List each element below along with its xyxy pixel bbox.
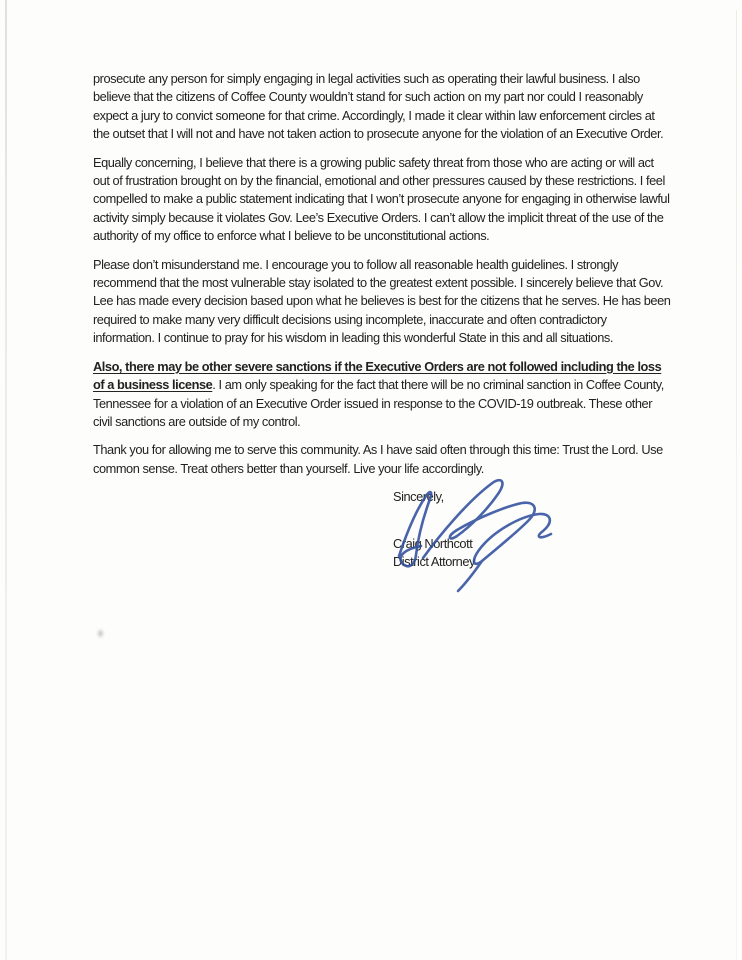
paragraph-health-guidelines: Please don’t misunderstand me. I encourage you to follow all reasonable health guidelines. I strongly recommend that the most vulnerable stay isolated to the greatest extent possible. I sincerely believe that Gov. Lee has made every decision based upon what he believes is best for the citizens that he serves. He has been required to make many very difficult decisions using incomplete, inaccurate and often contradictory information. I continue to pray for his wisdom in leading this wonderful State in this and all situations.: [93, 256, 671, 346]
letter-body: [93, 70, 671, 571]
bold-underlined-warning: Also, there may be other severe sanctions if the Executive Orders are not followed including the loss of a business license: [93, 358, 662, 393]
closing-block: [393, 488, 671, 571]
scan-smudge-artifact: [96, 628, 105, 639]
paragraph-other-sanctions: [93, 358, 671, 432]
scan-edge-right: [736, 10, 738, 960]
paragraph-public-safety-threat: Equally concerning, I believe that there is a growing public safety threat from those who are acting or will act out of frustration brought on by the financial, emotional and other pressures caused by these restrictions. I feel compelled to make a public statement indicating that I won’t prosecute anyone for engaging in otherwise lawful activity simply because it violates Gov. Lee’s Executive Orders. I can’t allow the implicit threat of the use of the authority of my office to enforce what I believe to be unconstitutional actions.: [93, 154, 670, 244]
scan-edge-left: [5, 0, 7, 960]
sanctions-continuation: . I am only speaking for the fact that there will be no criminal sanction in Coffee County, Tennessee for a violation of an Executive Order issued in response to the COVID-19 outbreak. These other civil sanctions are outside of my control.: [93, 377, 664, 429]
signature-name: Craig Northcott: [393, 535, 473, 551]
paragraph-prosecution-stance: prosecute any person for simply engaging in legal activities such as operating their lawful business. I also believe that the citizens of Coffee County wouldn’t stand for such action on my part nor could I reasonably expect a jury to convict someone for that crime. Accordingly, I made it clear within law enforcement circles at the outset that I will not and have not taken action to prosecute anyone for the violation of an Executive Order.: [93, 71, 664, 142]
closing-salutation: Sincerely,: [393, 489, 444, 505]
paragraph-thank-you: Thank you for allowing me to serve this community. As I have said often through this time: Trust the Lord. Use common sense. Treat others better than yourself. Live your life accordingly.: [93, 442, 663, 476]
signature-title: District Attorney: [393, 553, 475, 569]
